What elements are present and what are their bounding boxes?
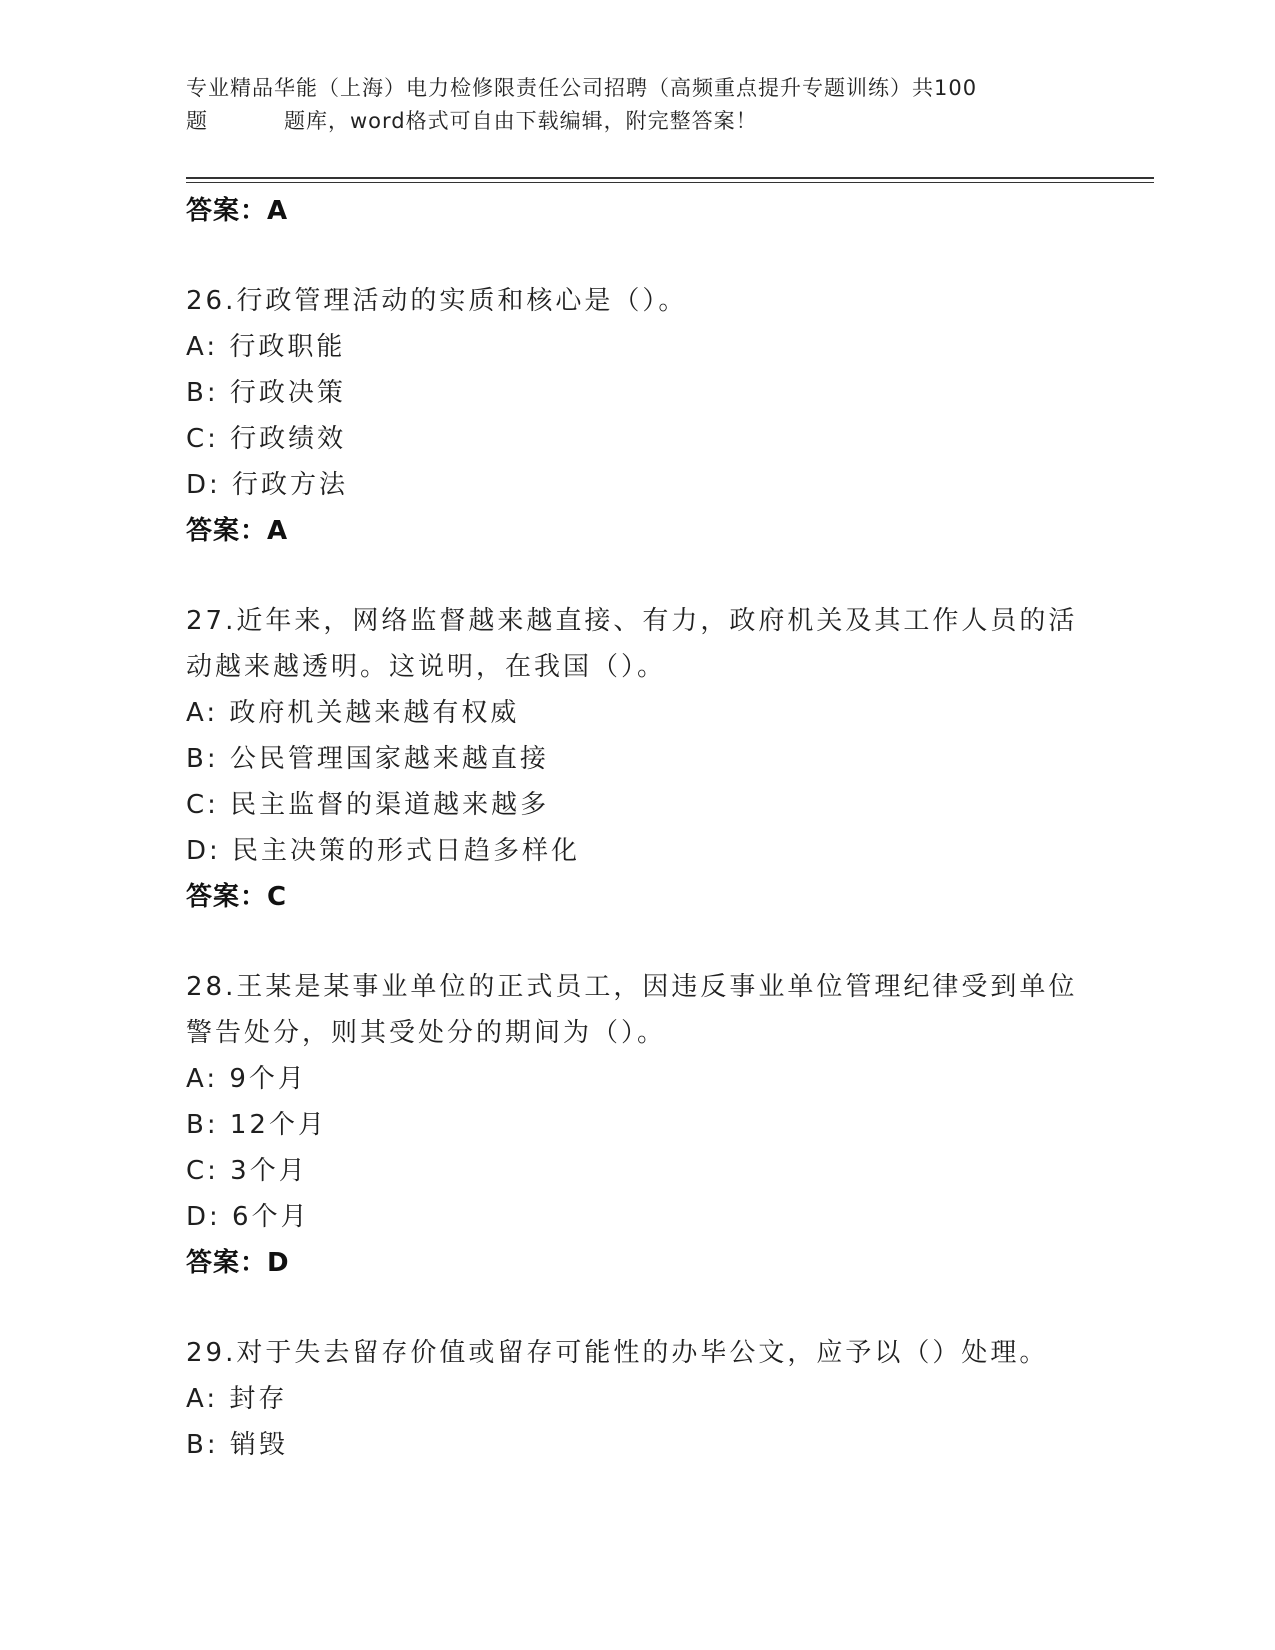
option-d: D: 民主决策的形式日趋多样化 [186, 836, 581, 866]
option-a: A: 9个月 [186, 1064, 307, 1094]
option-a: A: 封存 [186, 1384, 288, 1414]
option-c: C: 3个月 [186, 1156, 308, 1186]
question-block [186, 1330, 1086, 1468]
answer-label: 答案：C [186, 882, 288, 912]
header-title-line1: 专业精品华能（上海）电力检修限责任公司招聘（高频重点提升专题训练）共100 [186, 76, 978, 100]
option-b: B: 12个月 [186, 1110, 327, 1140]
question-block [186, 964, 1086, 1286]
question-block [186, 278, 1086, 554]
option-d: D: 6个月 [186, 1202, 310, 1232]
header-title-line2 [186, 105, 1086, 138]
header-divider-thin [186, 182, 1154, 183]
answer-label: 答案：A [186, 196, 289, 226]
option-c: C: 行政绩效 [186, 424, 347, 454]
question-text: 27.近年来，网络监督越来越直接、有力，政府机关及其工作人员的活 [186, 606, 1078, 636]
question-block [186, 598, 1086, 920]
question-list [186, 188, 1086, 1468]
header-title-line2-left: 题 [186, 109, 208, 133]
option-a: A: 政府机关越来越有权威 [186, 698, 520, 728]
answer-label: 答案：A [186, 516, 289, 546]
question-text-continued: 警告处分，则其受处分的期间为（）。 [186, 1018, 667, 1048]
question-text-continued: 动越来越透明。这说明，在我国（）。 [186, 652, 667, 682]
option-c: C: 民主监督的渠道越来越多 [186, 790, 550, 820]
answer-label: 答案：D [186, 1248, 290, 1278]
question-text: 26.行政管理活动的实质和核心是（）。 [186, 286, 688, 316]
question-text: 29.对于失去留存价值或留存可能性的办毕公文，应予以（）处理。 [186, 1338, 1049, 1368]
option-b: B: 行政决策 [186, 378, 346, 408]
question-text: 28.王某是某事业单位的正式员工，因违反事业单位管理纪律受到单位 [186, 972, 1078, 1002]
option-d: D: 行政方法 [186, 470, 349, 500]
header-title-line2-right: 题库，word格式可自由下载编辑，附完整答案！ [284, 109, 758, 133]
page-header [186, 72, 1086, 138]
option-a: A: 行政职能 [186, 332, 346, 362]
option-b: B: 公民管理国家越来越直接 [186, 744, 549, 774]
option-b: B: 销毁 [186, 1430, 288, 1460]
header-divider-thick [186, 177, 1154, 179]
